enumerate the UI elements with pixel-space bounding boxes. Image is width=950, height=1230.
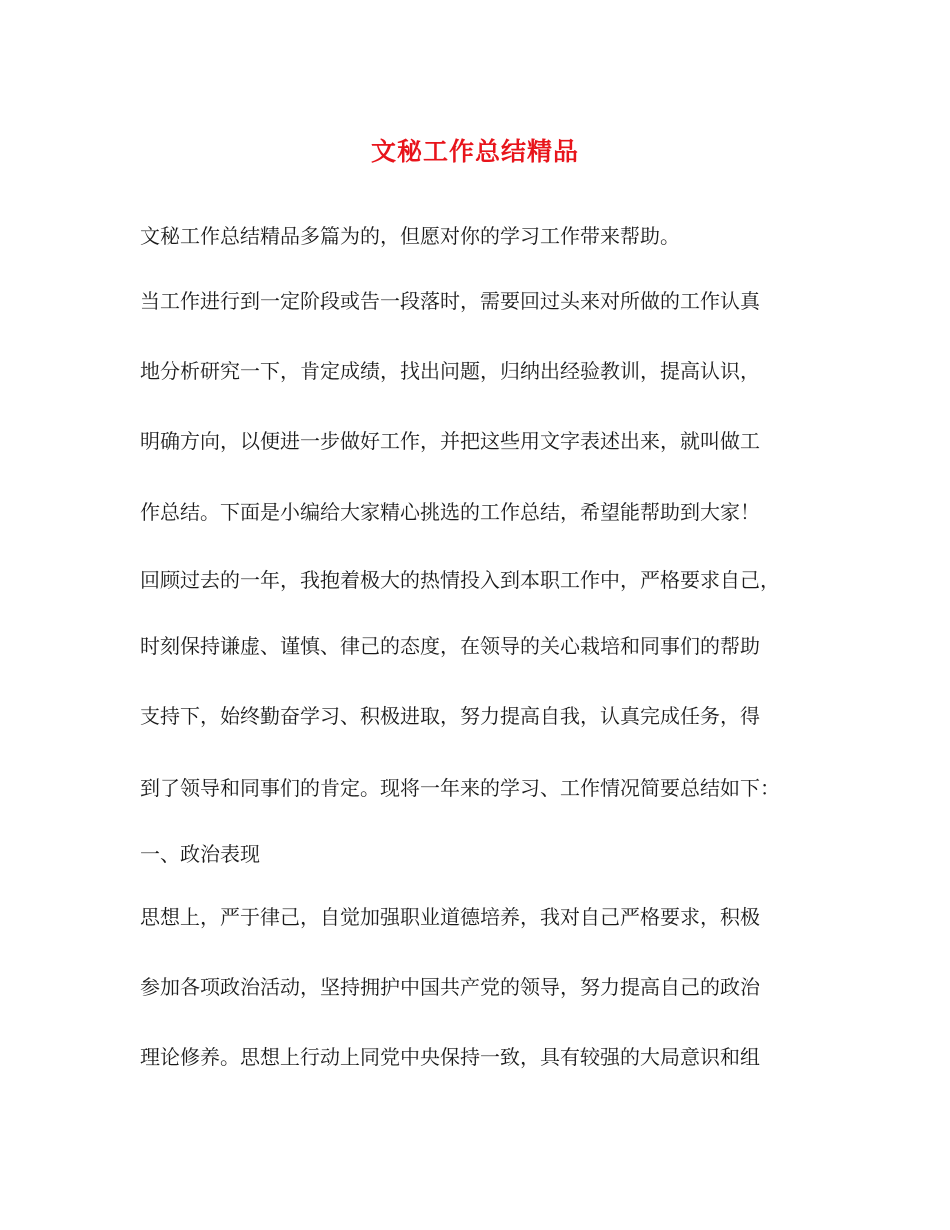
- section-heading: 一、政治表现: [140, 842, 260, 866]
- document-title: 文秘工作总结精品: [370, 137, 579, 166]
- body-line: 当工作进行到一定阶段或告一段落时，需要回过头来对所做的工作认真: [140, 289, 760, 313]
- body-line: 地分析研究一下，肯定成绩，找出问题，归纳出经验教训，提高认识，: [140, 359, 760, 383]
- body-line: 到了领导和同事们的肯定。现将一年来的学习、工作情况简要总结如下：: [140, 776, 780, 800]
- body-line: 参加各项政治活动，坚持拥护中国共产党的领导，努力提高自己的政治: [140, 975, 760, 999]
- body-line: 文秘工作总结精品多篇为的，但愿对你的学习工作带来帮助。: [140, 224, 680, 248]
- body-line: 思想上，严于律己，自觉加强职业道德培养，我对自己严格要求，积极: [140, 905, 760, 929]
- body-line: 时刻保持谦虚、谨慎、律己的态度，在领导的关心栽培和同事们的帮助: [140, 634, 760, 658]
- body-line: 作总结。下面是小编给大家精心挑选的工作总结，希望能帮助到大家！: [140, 500, 760, 524]
- body-line: 理论修养。思想上行动上同党中央保持一致，具有较强的大局意识和组: [140, 1045, 760, 1069]
- body-line: 明确方向，以便进一步做好工作，并把这些用文字表述出来，就叫做工: [140, 429, 760, 453]
- body-line: 支持下，始终勤奋学习、积极进取，努力提高自我，认真完成任务，得: [140, 704, 760, 728]
- body-line: 回顾过去的一年，我抱着极大的热情投入到本职工作中，严格要求自己，: [140, 568, 780, 592]
